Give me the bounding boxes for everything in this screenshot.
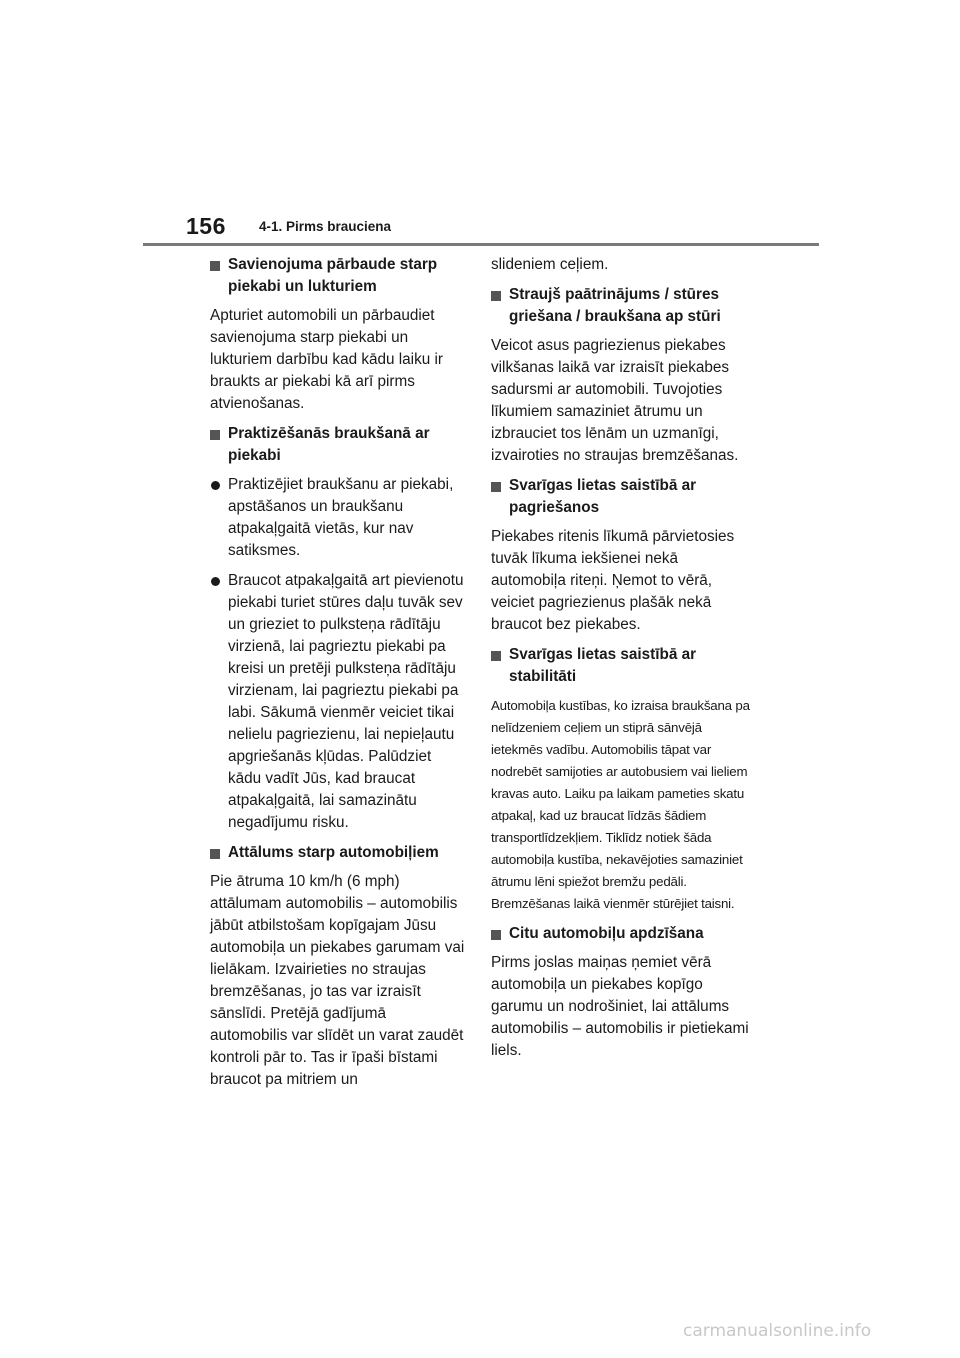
square-bullet-icon [491,291,501,301]
section-heading [210,254,466,298]
heading-text: Straujš paātrinājums / stūres griešana / braukšana ap stūri [509,286,721,325]
paragraph: Veicot asus pagriezienus piekabes vilkšanas laikā var izraisīt piekabes sadursmi ar automobili. Tuvojoties līkumiem samaziniet ātrumu un izbrauciet tos lēnām un uzmanīgi, izvairoties no straujas bremzēšanas. [491,337,739,464]
watermark: carmanualsonline.info [683,1321,872,1341]
paragraph-continuation: slideniem ceļiem. [491,256,609,273]
section-heading [491,284,753,328]
right-column [491,254,753,1070]
section-heading [491,923,753,945]
section-heading [210,423,466,467]
heading-text: Svarīgas lietas saistībā ar stabilitāti [509,646,697,685]
square-bullet-icon [210,261,220,271]
round-bullet-icon [211,577,220,586]
square-bullet-icon [210,849,220,859]
bullet-item [210,474,466,562]
bullet-item [210,570,466,834]
heading-text: Citu automobiļu apdzīšana [509,925,704,942]
section-heading [210,842,466,864]
heading-text: Praktizēšanās braukšanā ar piekabi [228,425,430,464]
section-heading [491,644,753,688]
heading-text: Attālums starp automobiļiem [228,844,439,861]
left-column [210,254,466,1099]
square-bullet-icon [491,930,501,940]
bullet-text: Praktizējiet braukšanu ar piekabi, apstāšanos un braukšanu atpakaļgaitā vietās, kur nav satiksmes. [228,476,454,559]
paragraph: Apturiet automobili un pārbaudiet savienojuma starp piekabi un lukturiem darbību kad kādu laiku ir braukts ar piekabi kā arī pirms atvienošanas. [210,307,443,412]
page-number: 156 [186,213,226,239]
section-heading [491,475,753,519]
bullet-text: Braucot atpakaļgaitā art pievienotu piekabi turiet stūres daļu tuvāk sev un grieziet to pulksteņa rādītāju virzienā, lai pagrieztu piekabi pa kreisi un pretēji pulksteņa rādītāju virzienam, lai pagrieztu piekabi pa labi. Sākumā vienmēr veiciet tikai nelielu pagriezienu, lai nepieļautu apgriešanās kļūdas. Palūdziet kādu vadīt Jūs, kad braucat atpakaļgaitā, lai samazinātu negadījumu risku. [228,572,464,831]
heading-text: Savienojuma pārbaude starp piekabi un lukturiem [228,256,438,295]
paragraph: Piekabes ritenis līkumā pārvietosies tuvāk līkuma iekšienei nekā automobiļa riteņi. Ņemot to vērā, veiciet pagriezienus plašāk nekā braucot bez piekabes. [491,528,735,633]
square-bullet-icon [491,651,501,661]
square-bullet-icon [210,430,220,440]
paragraph: Pie ātruma 10 km/h (6 mph) attālumam automobilis – automobilis jābūt atbilstošam kopīgajam Jūsu automobiļa un piekabes garumam vai lielākam. Izvairieties no straujas bremzēšanas, jo tas var izraisīt sānslīdi. Pretējā gadījumā automobilis var slīdēt un varat zaudēt kontroli pār to. Tas ir īpaši bīstami braucot pa mitriem un [210,873,465,1088]
square-bullet-icon [491,482,501,492]
paragraph: Automobiļa kustības, ko izraisa braukšana pa nelīdzeniem ceļiem un stiprā sānvējā ietekmēs vadību. Automobilis tāpat var nodrebēt samijoties ar autobusiem vai lieliem kravas auto. Laiku pa laikam pameties skatu atpakaļ, kad uz braucat līdzās šādiem transportlīdzekļiem. Tiklīdz notiek šāda automobiļa kustība, nekavējoties samaziniet ātrumu lēni spiežot bremžu pedāli. Bremzēšanas laikā vienmēr stūrējiet taisni. [491,698,750,911]
section-title: 4-1. Pirms brauciena [259,219,392,234]
paragraph: Pirms joslas maiņas ņemiet vērā automobiļa un piekabes kopīgo garumu un nodrošiniet, lai attālums automobilis – automobilis ir pietiekami liels. [491,954,749,1059]
page-header [0,0,960,250]
heading-text: Svarīgas lietas saistībā ar pagriešanos [509,477,697,516]
round-bullet-icon [211,481,220,490]
header-divider [143,243,819,246]
